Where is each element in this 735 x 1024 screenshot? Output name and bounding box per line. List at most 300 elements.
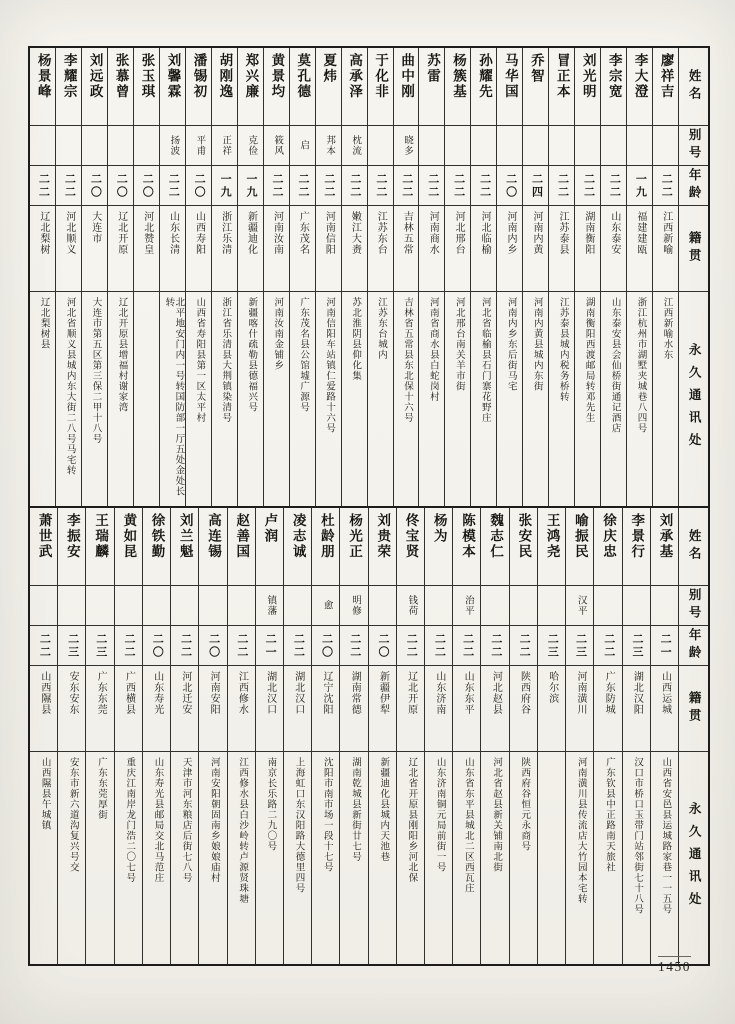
entry-age: 二一 xyxy=(659,632,672,659)
entry-name-cell xyxy=(312,508,339,586)
entry-alias: 扬波 xyxy=(168,135,179,156)
entry-alias-cell xyxy=(445,126,470,166)
entry-name: 莫孔德 xyxy=(295,53,311,100)
entry-native-place: 湖北汉口 xyxy=(292,671,304,715)
entry-address: 广东东莞厚街 xyxy=(96,757,106,820)
entry-address: 山东省东平县城北二区西瓦庄 xyxy=(462,757,473,894)
entry-alias: 愈 xyxy=(321,600,332,611)
entry-name-cell xyxy=(394,48,419,126)
entry-native-place-cell xyxy=(199,666,226,752)
entry-native-place-cell xyxy=(340,666,367,752)
entry-alias-cell xyxy=(264,126,289,166)
entry-name-cell xyxy=(316,48,341,126)
entry-age: 二二 xyxy=(322,172,335,199)
entry-address: 河南省商水县白蛇岗村 xyxy=(427,297,438,402)
entry-age-cell xyxy=(623,626,650,666)
entry-age: 二〇 xyxy=(504,172,517,199)
entry-name-cell xyxy=(238,48,263,126)
entry-address-cell xyxy=(594,752,621,964)
entry-address-cell xyxy=(212,292,237,506)
entry-name: 胡刚逸 xyxy=(217,53,233,100)
entry-address-cell xyxy=(497,292,522,506)
entry-age-cell xyxy=(171,626,198,666)
entry-address-cell xyxy=(186,292,211,506)
entry-age: 一九 xyxy=(245,172,258,199)
table-bottom-section xyxy=(30,506,708,964)
entry-name: 郑兴廉 xyxy=(243,53,259,100)
entry-address: 河北省赵县新关铺南北街 xyxy=(491,757,502,873)
entry-age-cell xyxy=(523,166,548,206)
entry-native-place: 辽北梨树 xyxy=(37,211,49,255)
entry-alias-cell xyxy=(368,126,393,166)
entry-name-cell xyxy=(115,508,142,586)
entry-address-cell xyxy=(523,292,548,506)
entry-age-cell xyxy=(264,166,289,206)
entry-age-cell xyxy=(394,166,419,206)
entry-column xyxy=(341,48,367,506)
entry-name-cell xyxy=(523,48,548,126)
header-column-bottom xyxy=(678,508,708,964)
entry-column xyxy=(142,508,170,964)
entry-age: 二二 xyxy=(296,172,309,199)
entry-column xyxy=(237,48,263,506)
header-alias-cell xyxy=(679,126,708,166)
entry-alias-cell xyxy=(284,586,311,626)
entry-alias-cell xyxy=(369,586,396,626)
entry-address: 广东钦县中正路南天旅社 xyxy=(603,757,614,873)
entry-name: 刘兰魁 xyxy=(177,513,193,560)
entry-age-cell xyxy=(143,626,170,666)
header-age-cell xyxy=(679,626,708,666)
entry-age-cell xyxy=(340,626,367,666)
entry-column xyxy=(650,508,678,964)
entry-address: 河南汝南金铺乡 xyxy=(272,297,283,371)
entry-native-place: 湖南衡阳 xyxy=(582,211,594,255)
entry-native-place-cell xyxy=(290,206,315,292)
entry-name-cell xyxy=(143,508,170,586)
entry-alias-cell xyxy=(30,126,55,166)
entry-native-place-cell xyxy=(549,206,574,292)
entry-name-cell xyxy=(623,508,650,586)
entry-address: 山西隰县午城镇 xyxy=(39,757,50,831)
entry-address: 山东济南铜元局前街一号 xyxy=(434,757,445,873)
entry-alias-cell xyxy=(199,586,226,626)
entry-alias-cell xyxy=(340,586,367,626)
entry-address: 河北邢台南关羊市街 xyxy=(453,297,464,392)
entry-name-cell xyxy=(651,508,678,586)
entry-age-cell xyxy=(108,166,133,206)
entry-age: 二二 xyxy=(660,172,673,199)
entry-name: 张安民 xyxy=(516,513,532,560)
entry-column xyxy=(198,508,226,964)
entry-native-place: 山东东平 xyxy=(462,671,474,715)
entry-address-cell xyxy=(312,752,339,964)
header-native-cell xyxy=(679,206,708,292)
entry-address: 辽北开原县增福村谢家湾 xyxy=(116,297,127,413)
entry-native-place: 浙江乐清 xyxy=(219,211,231,255)
entry-native-place-cell xyxy=(115,666,142,752)
entry-native-place-cell xyxy=(256,666,283,752)
entry-alias-cell xyxy=(134,126,159,166)
header-address-label: 永久通讯处 xyxy=(687,801,702,915)
entry-address: 河南内乡东后街马宅 xyxy=(505,297,516,392)
entry-address: 上海虹口东汉阳路大德里四号 xyxy=(293,757,304,894)
entry-name-cell xyxy=(481,508,508,586)
entry-address: 吉林省五常县东北保十六号 xyxy=(401,297,412,423)
directory-table xyxy=(28,46,710,966)
header-alias-cell xyxy=(679,586,708,626)
entry-alias: 明修 xyxy=(349,595,360,616)
entry-alias-cell xyxy=(394,126,419,166)
entry-alias-cell xyxy=(453,586,480,626)
entry-native-place: 江苏泰县 xyxy=(556,211,568,255)
entry-name: 黄如昆 xyxy=(121,513,137,560)
entry-address: 江苏泰县城内税务桥转 xyxy=(557,297,568,402)
entry-column xyxy=(444,48,470,506)
entry-native-place-cell xyxy=(575,206,600,292)
entry-native-place: 湖北汉阳 xyxy=(631,671,643,715)
entry-alias: 汉平 xyxy=(575,595,586,616)
entry-column xyxy=(593,508,621,964)
entry-alias-cell xyxy=(623,586,650,626)
entry-alias-cell xyxy=(143,586,170,626)
header-address-cell xyxy=(679,752,708,964)
entry-address-cell xyxy=(425,752,452,964)
entry-native-place: 新疆迪化 xyxy=(245,211,257,255)
entry-address: 辽北梨树县 xyxy=(38,297,49,350)
entry-native-place: 广东防城 xyxy=(603,671,615,715)
entry-name: 冒正本 xyxy=(554,53,570,100)
entry-age: 一九 xyxy=(634,172,647,199)
entry-name: 刘贵荣 xyxy=(375,513,391,560)
entry-native-place: 江西修水 xyxy=(236,671,248,715)
entry-address: 重庆江南岸龙门浩二〇七号 xyxy=(124,757,135,883)
entry-age: 二二 xyxy=(489,632,502,659)
entry-alias: 启 xyxy=(298,140,309,151)
entry-native-place-cell xyxy=(651,666,678,752)
entry-address: 河南信阳车站镇仁爱路十六号 xyxy=(324,297,335,434)
entry-name-cell xyxy=(497,48,522,126)
entry-native-place-cell xyxy=(369,666,396,752)
entry-native-place: 陕西府谷 xyxy=(518,671,530,715)
entry-native-place-cell xyxy=(627,206,652,292)
entry-age-cell xyxy=(481,626,508,666)
header-alias-label: 别号 xyxy=(687,128,702,163)
entry-name-cell xyxy=(538,508,565,586)
entry-name: 刘承基 xyxy=(657,513,673,560)
entry-native-place-cell xyxy=(212,206,237,292)
entry-age-cell xyxy=(86,626,113,666)
entry-name: 徐铁勤 xyxy=(149,513,165,560)
entry-name-cell xyxy=(264,48,289,126)
entry-native-place-cell xyxy=(523,206,548,292)
entry-address: 河南内黄县城内东街 xyxy=(531,297,542,392)
entry-alias-cell xyxy=(290,126,315,166)
entry-name-cell xyxy=(171,508,198,586)
entry-native-place-cell xyxy=(445,206,470,292)
entry-native-place-cell xyxy=(134,206,159,292)
entry-column xyxy=(289,48,315,506)
entry-name-cell xyxy=(30,48,55,126)
entry-alias-cell xyxy=(549,126,574,166)
entry-address: 广东茂名县公馆墟广源号 xyxy=(298,297,309,413)
entry-column xyxy=(227,508,255,964)
entry-address-cell xyxy=(228,752,255,964)
entry-address-cell xyxy=(199,752,226,964)
entry-native-place: 广东东莞 xyxy=(95,671,107,715)
entry-native-place-cell xyxy=(186,206,211,292)
entry-name: 于化非 xyxy=(373,53,389,100)
header-name-cell xyxy=(679,48,708,126)
entry-age-cell xyxy=(284,626,311,666)
entry-address-cell xyxy=(419,292,444,506)
entry-native-place-cell xyxy=(316,206,341,292)
entry-address: 辽北省开原县刚阳乡河北保 xyxy=(406,757,417,883)
entry-name-cell xyxy=(549,48,574,126)
entry-column xyxy=(537,508,565,964)
entry-age: 二二 xyxy=(405,632,418,659)
entry-address-cell xyxy=(58,752,85,964)
entry-column xyxy=(263,48,289,506)
entry-address-cell xyxy=(264,292,289,506)
header-address-cell xyxy=(679,292,708,506)
entry-column xyxy=(452,508,480,964)
entry-name-cell xyxy=(86,508,113,586)
entry-age-cell xyxy=(653,166,678,206)
entry-age: 二二 xyxy=(374,172,387,199)
entry-address-cell xyxy=(143,752,170,964)
entry-column xyxy=(574,48,600,506)
entry-name-cell xyxy=(340,508,367,586)
entry-age-cell xyxy=(510,626,537,666)
entry-address-cell xyxy=(453,752,480,964)
entry-name-cell xyxy=(82,48,107,126)
entry-column xyxy=(283,508,311,964)
entry-address-cell xyxy=(340,752,367,964)
entry-address: 江西新喻水东 xyxy=(661,297,672,360)
entry-native-place: 河北赞皇 xyxy=(141,211,153,255)
entry-age: 二四 xyxy=(530,172,543,199)
entry-alias-cell xyxy=(342,126,367,166)
entry-name: 李宗宽 xyxy=(606,53,622,100)
entry-age-cell xyxy=(58,626,85,666)
entry-age-cell xyxy=(186,166,211,206)
entry-address-cell xyxy=(481,752,508,964)
entry-address: 山东泰安县会仙桥街通记酒店 xyxy=(609,297,620,434)
entry-name: 李大澄 xyxy=(632,53,648,100)
entry-address: 山西省寿阳县第一区太平村 xyxy=(194,297,205,423)
entry-native-place: 山西运城 xyxy=(659,671,671,715)
entry-name-cell xyxy=(186,48,211,126)
entry-name: 曲中刚 xyxy=(399,53,415,100)
entry-column xyxy=(522,48,548,506)
entry-native-place: 嫩江大赉 xyxy=(349,211,361,255)
entry-address-cell xyxy=(342,292,367,506)
entry-native-place: 河南安阳 xyxy=(208,671,220,715)
entry-name-cell xyxy=(627,48,652,126)
entry-age-cell xyxy=(397,626,424,666)
entry-age: 二二 xyxy=(167,172,180,199)
entry-address-cell xyxy=(108,292,133,506)
entry-column xyxy=(170,508,198,964)
entry-address-cell xyxy=(134,292,159,506)
entry-name-cell xyxy=(284,508,311,586)
entry-column xyxy=(30,508,57,964)
entry-alias: 正祥 xyxy=(220,135,231,156)
entry-address: 北平地安门内一号转国防部一厅五处金处长转 xyxy=(163,297,184,497)
entry-name-cell xyxy=(212,48,237,126)
entry-native-place: 河南商水 xyxy=(427,211,439,255)
entry-column xyxy=(548,48,574,506)
entry-name: 萧世武 xyxy=(36,513,52,560)
entry-age: 二二 xyxy=(602,632,615,659)
entry-age-cell xyxy=(134,166,159,206)
entry-native-place-cell xyxy=(342,206,367,292)
entry-native-place: 江苏东台 xyxy=(375,211,387,255)
entry-age: 二〇 xyxy=(207,632,220,659)
entry-age: 二二 xyxy=(271,172,283,199)
header-name-label: 姓名 xyxy=(687,69,702,104)
entry-name-cell xyxy=(56,48,81,126)
entry-column xyxy=(185,48,211,506)
entry-alias: 枕流 xyxy=(350,135,361,156)
entry-address-cell xyxy=(549,292,574,506)
entry-name: 张玉琪 xyxy=(139,53,155,100)
entry-column xyxy=(159,48,185,506)
entry-column xyxy=(600,48,626,506)
entry-native-place: 河北邢台 xyxy=(453,211,465,255)
entry-native-place: 安东安东 xyxy=(67,671,79,715)
entry-age: 二〇 xyxy=(141,172,154,199)
entry-age-cell xyxy=(601,166,626,206)
table-top-section xyxy=(30,48,708,506)
entry-native-place-cell xyxy=(56,206,81,292)
entry-age: 二二 xyxy=(433,632,446,659)
entry-alias-cell xyxy=(171,586,198,626)
entry-name-cell xyxy=(575,48,600,126)
entry-address: 湖南衡阳西渡邮局转邓先生 xyxy=(583,297,594,423)
entry-alias-cell xyxy=(497,126,522,166)
entry-address-cell xyxy=(56,292,81,506)
entry-alias-cell xyxy=(471,126,496,166)
entry-native-place-cell xyxy=(510,666,537,752)
entry-address-cell xyxy=(627,292,652,506)
entry-native-place: 河南信阳 xyxy=(323,211,335,255)
entry-native-place: 辽北开原 xyxy=(115,211,127,255)
entry-alias-cell xyxy=(653,126,678,166)
entry-alias-cell xyxy=(238,126,263,166)
entry-column xyxy=(85,508,113,964)
entry-address: 山西省安邑县运城路家巷一一五号 xyxy=(660,757,671,915)
entry-address-cell xyxy=(575,292,600,506)
entry-alias: 镇藩 xyxy=(265,595,276,616)
entry-native-place: 河北迁安 xyxy=(179,671,191,715)
entry-native-place: 广东茂名 xyxy=(297,211,309,255)
entry-name-cell xyxy=(256,508,283,586)
entry-alias-cell xyxy=(523,126,548,166)
entry-alias-cell xyxy=(30,586,57,626)
entry-address: 陕西府谷恒元永商号 xyxy=(519,757,530,852)
entry-native-place-cell xyxy=(538,666,565,752)
header-name-label: 姓名 xyxy=(687,529,702,564)
entry-column xyxy=(393,48,419,506)
entry-age-cell xyxy=(627,166,652,206)
entry-age-cell xyxy=(453,626,480,666)
entry-address: 安东市新六道沟复兴号交 xyxy=(67,757,78,873)
entry-native-place-cell xyxy=(160,206,185,292)
entry-age: 二二 xyxy=(38,632,51,659)
header-age-label: 年龄 xyxy=(687,168,702,203)
entry-age: 二〇 xyxy=(151,632,164,659)
entry-name-cell xyxy=(445,48,470,126)
entry-address-cell xyxy=(445,292,470,506)
entry-native-place-cell xyxy=(471,206,496,292)
entry-age: 二三 xyxy=(630,632,643,659)
entry-age: 二二 xyxy=(461,632,474,659)
entry-address-cell xyxy=(30,292,55,506)
entry-age-cell xyxy=(471,166,496,206)
entry-native-place-cell xyxy=(594,666,621,752)
entry-native-place-cell xyxy=(312,666,339,752)
entry-address-cell xyxy=(510,752,537,964)
entry-alias-cell xyxy=(212,126,237,166)
entry-name: 孙耀先 xyxy=(476,53,492,100)
entry-alias-cell xyxy=(86,586,113,626)
entry-native-place: 河北赵县 xyxy=(490,671,502,715)
page-number: 1450 xyxy=(658,956,691,975)
entry-age-cell xyxy=(419,166,444,206)
entry-native-place-cell xyxy=(497,206,522,292)
entry-age: 二三 xyxy=(66,632,79,659)
entry-name-cell xyxy=(453,508,480,586)
entry-name: 刘馨霖 xyxy=(165,53,181,100)
entry-native-place-cell xyxy=(425,666,452,752)
entry-column xyxy=(509,508,537,964)
entry-alias-cell xyxy=(160,126,185,166)
entry-age-cell xyxy=(238,166,263,206)
entry-age-cell xyxy=(228,626,255,666)
header-address-label: 永久通讯处 xyxy=(687,342,702,456)
entry-age-cell xyxy=(316,166,341,206)
entry-age-cell xyxy=(368,166,393,206)
entry-alias: 邦本 xyxy=(324,135,335,156)
entry-alias: 治平 xyxy=(462,595,473,616)
entry-native-place-cell xyxy=(453,666,480,752)
entry-name: 杨簇基 xyxy=(450,53,466,100)
entry-age: 二〇 xyxy=(320,632,333,659)
entry-name: 杨为 xyxy=(431,513,447,544)
entry-native-place: 河北临榆 xyxy=(479,211,491,255)
entry-name-cell xyxy=(342,48,367,126)
entry-alias: 钱荷 xyxy=(406,595,417,616)
entry-age-cell xyxy=(256,626,283,666)
entry-native-place-cell xyxy=(419,206,444,292)
entry-column xyxy=(622,508,650,964)
entry-native-place: 河南潢川 xyxy=(574,671,586,715)
entry-name: 李景行 xyxy=(629,513,645,560)
entry-name-cell xyxy=(425,508,452,586)
entry-name-cell xyxy=(134,48,159,126)
entry-name: 廖祥吉 xyxy=(658,53,674,100)
entry-native-place-cell xyxy=(653,206,678,292)
entry-alias-cell xyxy=(538,586,565,626)
entry-alias-cell xyxy=(82,126,107,166)
entry-address-cell xyxy=(397,752,424,964)
header-native-cell xyxy=(679,666,708,752)
entry-name: 凌志诚 xyxy=(290,513,306,560)
entry-name: 佟宝贤 xyxy=(403,513,419,560)
entry-native-place: 哈尔滨 xyxy=(546,671,558,704)
